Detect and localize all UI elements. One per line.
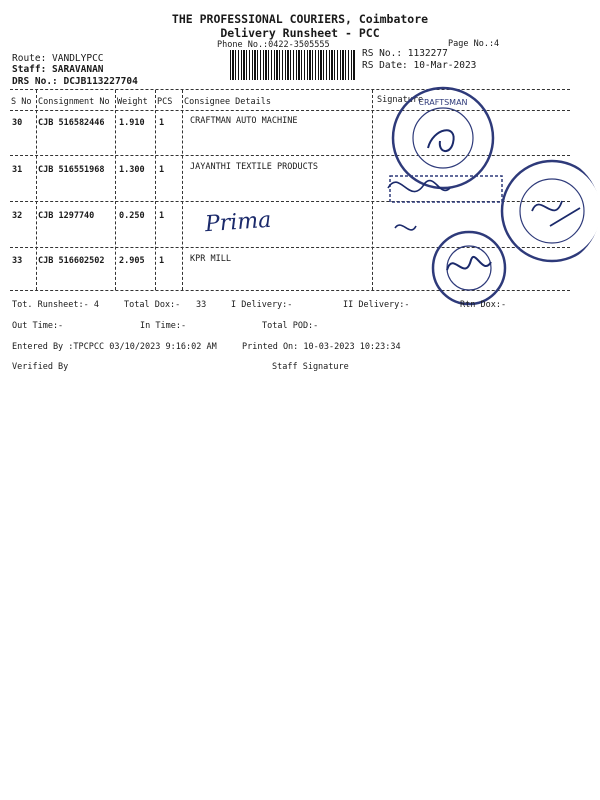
- out-time: Out Time:-: [12, 321, 64, 331]
- col-sep: [182, 90, 183, 290]
- row-consignment: CJB 516551968: [38, 165, 105, 175]
- runsheet-title: Delivery Runsheet - PCC: [220, 26, 380, 40]
- company-name: THE PROFESSIONAL COURIERS, Coimbatore: [171, 12, 429, 26]
- row-weight: 2.905: [119, 256, 145, 266]
- row-sno: 31: [12, 165, 23, 175]
- barcode: [230, 50, 356, 80]
- total-dox-label: Total Dox:-: [124, 300, 181, 310]
- staff-signature: Staff Signature: [272, 362, 349, 372]
- page-number: Page No.:4: [448, 39, 500, 49]
- col-sep: [155, 90, 156, 290]
- row-sno: 33: [12, 256, 23, 266]
- rs-number: RS No.: 1132277: [362, 48, 448, 59]
- row-weight: 0.250: [119, 211, 145, 221]
- phone-number: Phone No.:0422-3505555: [217, 40, 330, 50]
- col-header-pcs: PCS: [157, 97, 173, 107]
- row-pcs: 1: [159, 211, 165, 221]
- row-consignment: CJB 1297740: [38, 211, 95, 221]
- row-weight: 1.300: [119, 165, 145, 175]
- row-consignee: KPR MILL: [190, 254, 231, 264]
- col-header-signature: Signature: [377, 95, 424, 105]
- col-header-sno: S No: [11, 97, 32, 107]
- row-pcs: 1: [159, 165, 165, 175]
- row-weight: 1.910: [119, 118, 145, 128]
- row-sno: 32: [12, 211, 23, 221]
- jayanthi-stamp-and-signature: [380, 168, 510, 243]
- drs-number: DRS No.: DCJB113227704: [12, 76, 138, 87]
- staff-label: Staff: SARAVANAN: [12, 64, 104, 75]
- entered-by: Entered By :TPCPCC 03/10/2023 9:16:02 AM: [12, 342, 217, 352]
- total-pod: Total POD:-: [262, 321, 319, 331]
- row-pcs: 1: [159, 118, 165, 128]
- row-consignment: CJB 516582446: [38, 118, 105, 128]
- row-consignee: CRAFTMAN AUTO MACHINE: [190, 116, 298, 126]
- route-label: Route: VANDLYPCC: [12, 53, 104, 64]
- printed-on: Printed On: 10-03-2023 10:23:34: [242, 342, 401, 352]
- svg-text:CRAFTSMAN: CRAFTSMAN: [418, 98, 468, 107]
- col-header-weight: Weight: [117, 97, 148, 107]
- verified-by: Verified By: [12, 362, 69, 372]
- col-header-consignee: Consignee Details: [184, 97, 271, 107]
- row-consignment: CJB 516602502: [38, 256, 105, 266]
- col-sep: [36, 90, 37, 290]
- total-dox-value: 33: [196, 300, 207, 310]
- in-time: In Time:-: [140, 321, 187, 331]
- row-pcs: 1: [159, 256, 165, 266]
- col-sep: [372, 90, 373, 290]
- ii-delivery: II Delivery:-: [343, 300, 410, 310]
- i-delivery: I Delivery:-: [231, 300, 293, 310]
- row-sno: 30: [12, 118, 23, 128]
- tot-runsheet: Tot. Runsheet:- 4: [12, 300, 99, 310]
- col-sep: [115, 90, 116, 290]
- table-top-rule: [10, 89, 570, 90]
- rs-date: RS Date: 10-Mar-2023: [362, 60, 477, 71]
- col-header-consignment: Consignment No: [38, 97, 110, 107]
- rtn-dox: Rtn Dox:-: [460, 300, 507, 310]
- row-consignee: JAYANTHI TEXTILE PRODUCTS: [190, 162, 318, 172]
- handwritten-receiver-name: Prima: [204, 207, 273, 238]
